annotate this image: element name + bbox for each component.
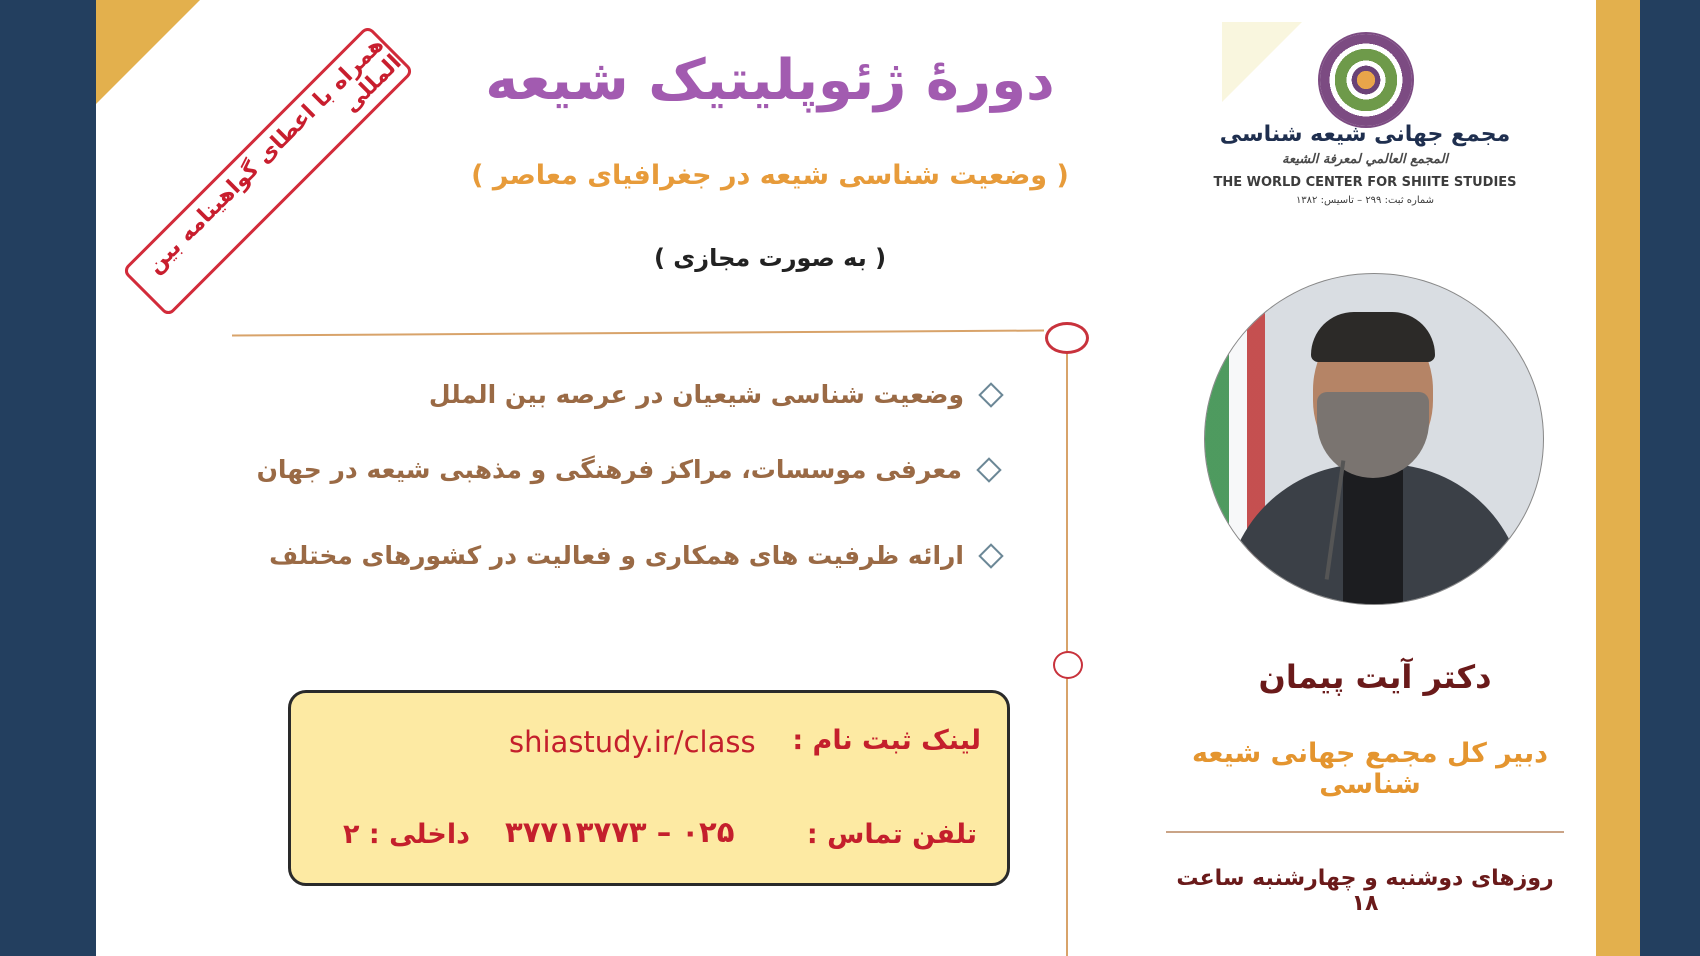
diamond-bullet-icon xyxy=(978,543,1003,568)
speaker-shirt xyxy=(1343,470,1403,604)
speaker-beard xyxy=(1317,392,1429,478)
contact-info-box xyxy=(288,690,1010,886)
topic-item xyxy=(257,455,998,484)
timeline-node-middle xyxy=(1053,651,1083,679)
topic-item-text: معرفی موسسات، مراکز فرهنگی و مذهبی شیعه در جهان xyxy=(256,455,962,484)
organization-registration: شماره ثبت: ۲۹۹ – تاسیس: ۱۳۸۲ xyxy=(1295,195,1435,206)
certificate-badge-text: همراه با اعطای گواهینامه بین المللی xyxy=(142,32,407,279)
diamond-bullet-icon xyxy=(978,382,1003,407)
topic-item-text: وضعیت شناسی شیعیان در عرصه بین الملل xyxy=(428,380,964,409)
page-title: دورۀ ژئوپلیتیک شیعه xyxy=(485,48,1055,113)
class-schedule: روزهای دوشنبه و چهارشنبه ساعت ۱۸ xyxy=(1176,866,1554,916)
organization-logo-icon xyxy=(1320,34,1412,126)
speaker-divider xyxy=(1166,831,1564,833)
topic-item-text: ارائه ظرفیت های همکاری و فعالیت در کشورهای مختلف xyxy=(269,541,964,570)
speaker-name: دکتر آیت پیمان xyxy=(1258,658,1492,696)
phone-number: ۰۲۵ – ۳۷۷۱۳۷۷۳ xyxy=(505,815,735,849)
speaker-role: دبیر کل مجمع جهانی شیعه شناسی xyxy=(1192,738,1548,800)
diamond-bullet-icon xyxy=(976,457,1001,482)
organization-name-en: THE WORLD CENTER FOR SHIITE STUDIES xyxy=(1213,175,1517,190)
logo-corner-decoration xyxy=(1222,22,1302,102)
gold-side-bar xyxy=(1596,0,1640,956)
speaker-photo xyxy=(1205,274,1543,604)
page-subtitle: ( وضعیت شناسی شیعه در جغرافیای معاصر ) xyxy=(471,160,1069,191)
timeline-node-top xyxy=(1045,322,1089,354)
course-mode: ( به صورت مجازی ) xyxy=(653,244,887,272)
speaker-hair xyxy=(1311,312,1435,362)
topic-item xyxy=(269,541,1000,570)
topic-item xyxy=(429,380,1000,409)
gold-corner-decoration xyxy=(96,0,200,104)
register-link[interactable]: shiastudy.ir/class xyxy=(509,725,756,759)
organization-name-ar: المجمع العالمي لمعرفة الشيعة xyxy=(1281,152,1449,167)
phone-label: تلفن تماس : xyxy=(806,819,977,850)
organization-name-fa: مجمع جهانی شیعه شناسی xyxy=(1219,122,1511,147)
register-label: لینک ثبت نام : xyxy=(792,725,981,756)
phone-extension: داخلی : ۲ xyxy=(343,819,470,850)
